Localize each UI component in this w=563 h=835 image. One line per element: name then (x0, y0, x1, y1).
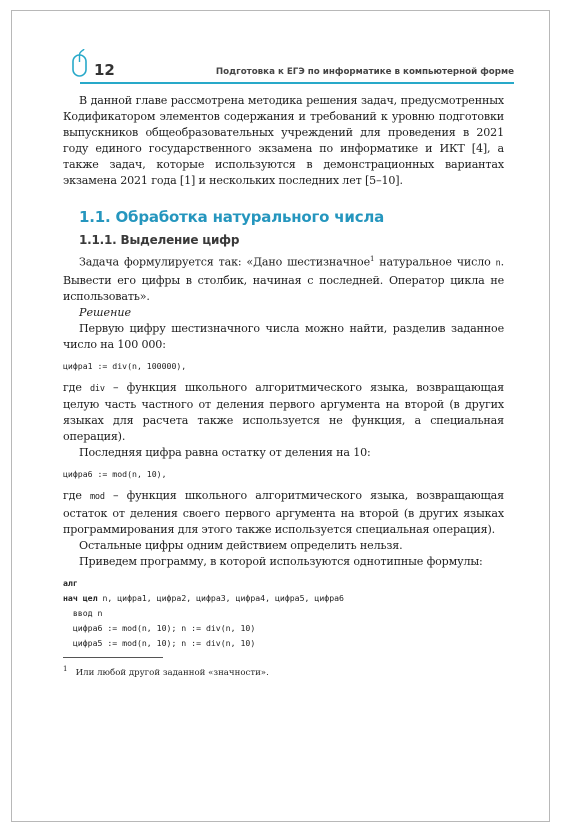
program-listing (63, 576, 504, 651)
page-header (62, 49, 514, 79)
paragraph-first-digit: Первую цифру шестизначного числа можно найти, разделив заданное число на 100 000: (63, 321, 504, 351)
code-last-digit: цифра6 := mod(n, 10), (63, 469, 167, 480)
footnote (63, 663, 504, 679)
mouse-icon (70, 49, 90, 79)
footnote-ref: 1 (370, 255, 375, 264)
p4-text-1: где (63, 489, 90, 503)
program-line-1: алг (63, 577, 78, 588)
code-first-digit: цифра1 := div(n, 100000), (63, 360, 187, 371)
running-title: Подготовка к ЕГЭ по информатике в компьютерной форме (215, 67, 514, 77)
book-page (11, 10, 550, 822)
task-text-3: . Вывести его цифры в столбик, начиная с последней. Оператор цикла не использовать». (63, 256, 504, 303)
task-paragraph (63, 252, 504, 304)
paragraph-div (63, 380, 504, 446)
program-decl: n, цифра1, цифра2, цифра3, цифра4, цифра5, цифра6 (97, 592, 344, 603)
header-rule (80, 82, 514, 84)
program-line-2 (63, 591, 504, 606)
solution-label: Решение (79, 305, 132, 319)
task-var: n (495, 259, 501, 270)
subsection-title: 1.1.1. Выделение цифр (79, 233, 240, 248)
footnote-text: Или любой другой заданной «значности». (75, 667, 269, 678)
p2-text-2: – функция школьного алгоритмического языка, возвращающая целую часть частного от деления первого аргумента на второй (в других языках для расчета также используется не функция, а специальная операция). (63, 380, 504, 444)
footnote-rule (63, 657, 163, 658)
paragraph-program-intro: Приведем программу, в которой используются однотипные формулы: (79, 554, 483, 568)
paragraph-other-digits: Остальные цифры одним действием определить нельзя. (79, 538, 403, 552)
task-text-1: Задача формулируется так: «Дано шестизначное (79, 256, 371, 270)
div-code: div (89, 383, 105, 394)
p2-text-1: где (63, 380, 90, 394)
p4-text-2: – функция школьного алгоритмического языка, возвращающая остаток от деления своего первого аргумента на второй (в других языках программирования для этого также используется специальная операция). (63, 489, 504, 536)
paragraph-mod (63, 488, 504, 538)
program-line-4: цифра6 := mod(n, 10); n := div(n, 10) (63, 622, 256, 633)
paragraph-last-digit: Последняя цифра равна остатку от деления на 10: (79, 446, 371, 460)
program-line-5: цифра5 := mod(n, 10); n := div(n, 10) (63, 637, 256, 648)
page-content (63, 93, 504, 678)
section-title: 1.1. Обработка натурального числа (79, 208, 385, 227)
mod-code: mod (89, 492, 105, 503)
page-number: 12 (94, 61, 115, 79)
program-keyword: нач цел (63, 592, 98, 603)
footnote-mark: 1 (63, 664, 68, 673)
program-line-3: ввод n (63, 607, 103, 618)
intro-paragraph: В данной главе рассмотрена методика решения задач, предусмотренных Кодификатором элементов содержания и требований к уровню подготовки выпускников общеобразовательных учреждений для проведения в 2021 году единого государственного экзамена по информатике и ИКТ [4], а также задач, которые используются в демонстрационных вариантах экзамена 2021 года [1] и нескольких последних лет [5–10]. (63, 94, 504, 187)
task-text-2: натуральное число (374, 256, 496, 270)
